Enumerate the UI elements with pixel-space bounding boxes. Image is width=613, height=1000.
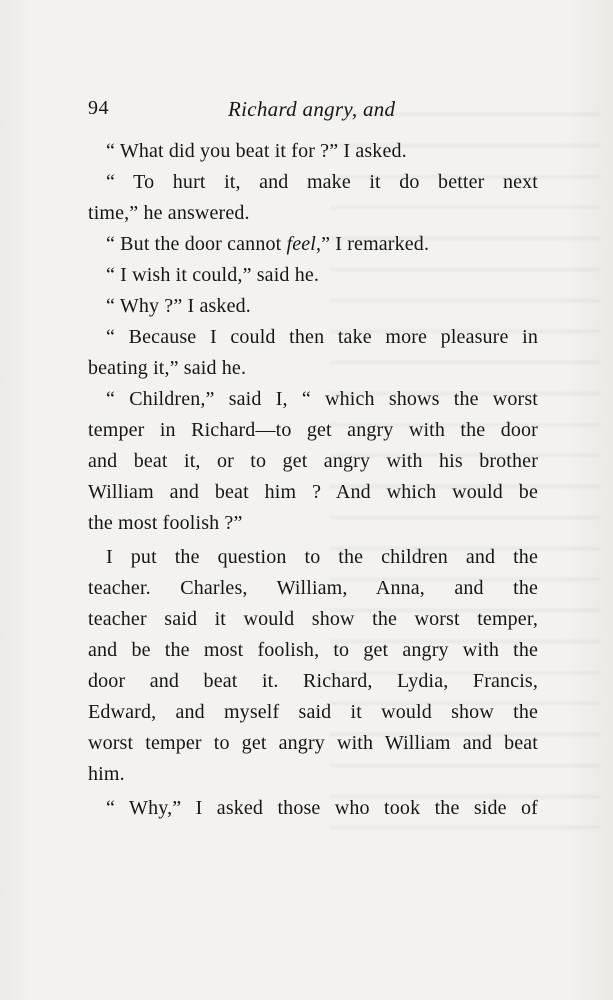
text-line: him. (88, 763, 125, 785)
text-line: door and beat it. Richard, Lydia, Francis, (88, 670, 538, 692)
text-line: temper in Richard—to get angry with the door (88, 419, 538, 441)
text-line: I put the question to the children and the (106, 546, 538, 568)
text-line: teacher said it would show the worst temper, (88, 608, 538, 630)
emphasized-word: feel (286, 233, 316, 255)
text-line: “ To hurt it, and make it do better next (106, 171, 538, 193)
running-title: Richard angry, and (228, 97, 396, 121)
body-text (88, 136, 538, 824)
text-line: “ But the door cannot feel,” I remarked. (106, 233, 430, 255)
text-line: teacher. Charles, William, Anna, and the (88, 577, 538, 599)
text-line: “ Children,” said I, “ which shows the worst (106, 388, 538, 410)
text-line: “ Because I could then take more pleasure in (106, 326, 538, 348)
text-line: and be the most foolish, to get angry with the (88, 639, 538, 661)
text-line: “ Why ?” I asked. (106, 295, 251, 317)
page-header (88, 97, 538, 127)
text-line: and beat it, or to get angry with his brother (88, 450, 538, 472)
text-line: “ I wish it could,” said he. (106, 264, 320, 286)
text-line: “ Why,” I asked those who took the side of (106, 797, 538, 819)
text-line: beating it,” said he. (88, 357, 247, 379)
text-line: Edward, and myself said it would show the (88, 701, 538, 723)
text-line: William and beat him ? And which would be (88, 481, 538, 503)
text-line: the most foolish ?” (88, 512, 243, 534)
page-number: 94 (88, 97, 109, 119)
text-line: “ What did you beat it for ?” I asked. (106, 140, 407, 162)
text-line: worst temper to get angry with William and beat (88, 732, 538, 754)
text-line: time,” he answered. (88, 202, 250, 224)
